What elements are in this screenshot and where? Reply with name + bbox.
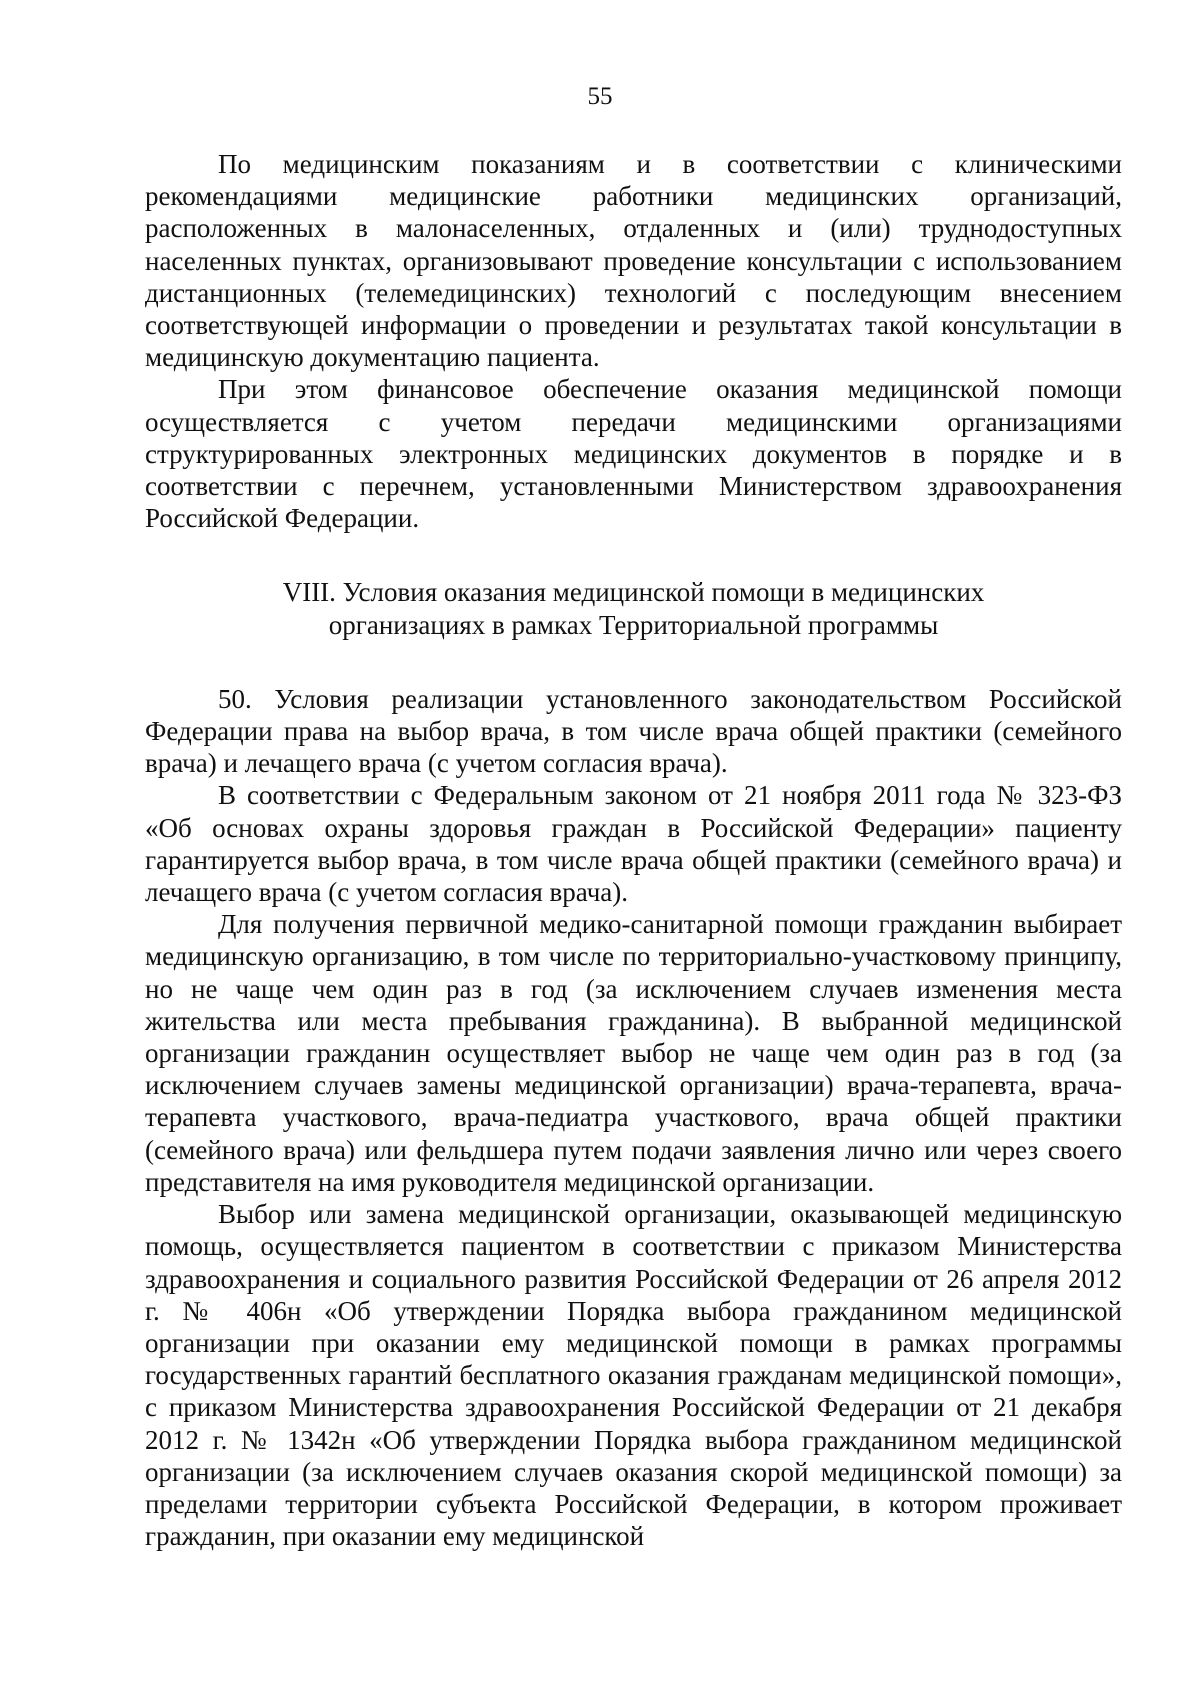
paragraph-item-50: 50. Условия реализации установленного законодательством Российской Федерации права на выбор врача, в том числе врача общей практики (семейного врача) и лечащего врача (с учетом согласия врача). — [145, 683, 1122, 779]
section-heading — [145, 576, 1122, 640]
section-heading-line-1: VIII. Условия оказания медицинской помощи в медицинских — [282, 577, 985, 608]
paragraph-organization-choice: Выбор или замена медицинской организации, оказывающей медицинскую помощь, осуществляется пациентом в соответствии с приказом Министерства здравоохранения и социального развития Российской Федерации от 26 апреля 2012 г. № 406н «Об утверждении Порядка выбора гражданином медицинской организации при оказании ему медицинской помощи в рамках программы государственных гарантий бесплатного оказания гражданам медицинской помощи», с приказом Министерства здравоохранения Российской Федерации от 21 декабря 2012 г. № 1342н «Об утверждении Порядка выбора гражданином медицинской организации (за исключением случаев оказания скорой медицинской помощи) за пределами территории субъекта Российской Федерации, в котором проживает гражданин, при оказании ему медицинской — [145, 1199, 1122, 1552]
paragraph-primary-care-choice: Для получения первичной медико-санитарной помощи гражданин выбирает медицинскую организацию, в том числе по территориально-участковому принципу, но не чаще чем один раз в год (за исключением случаев изменения места жительства или места пребывания гражданина). В выбранной медицинской организации гражданин осуществляет выбор не чаще чем один раз в год (за исключением случаев замены медицинской организации) врача-терапевта, врача-терапевта участкового, врача-педиатра участкового, врача общей практики (семейного врача) или фельдшера путем подачи заявления лично или через своего представителя на имя руководителя медицинской организации. — [145, 909, 1122, 1197]
paragraph-financial-support: При этом финансовое обеспечение оказания медицинской помощи осуществляется с учетом передачи медицинскими организациями структурированных электронных медицинских документов в порядке и в соответствии с перечнем, установленными Министерством здравоохранения Российской Федерации. — [145, 374, 1122, 534]
paragraph-federal-law: В соответствии с Федеральным законом от 21 ноября 2011 года № 323-ФЗ «Об основах охраны здоровья граждан в Российской Федерации» пациенту гарантируется выбор врача, в том числе врача общей практики (семейного врача) и лечащего врача (с учетом согласия врача). — [145, 780, 1122, 908]
section-heading-line-2: организациях в рамках Территориальной программы — [328, 609, 939, 640]
paragraph-telemedicine-consultation: По медицинским показаниям и в соответствии с клиническими рекомендациями медицинские работники медицинских организаций, расположенных в малонаселенных, отдаленных и (или) труднодоступных населенных пунктах, организовывают проведение консультации с использованием дистанционных (телемедицинских) технологий с последующим внесением соответствующей информации о проведении и результатах такой консультации в медицинскую документацию пациента. — [145, 149, 1122, 373]
page-number: 55 — [587, 83, 613, 110]
document-body — [145, 148, 1122, 1552]
